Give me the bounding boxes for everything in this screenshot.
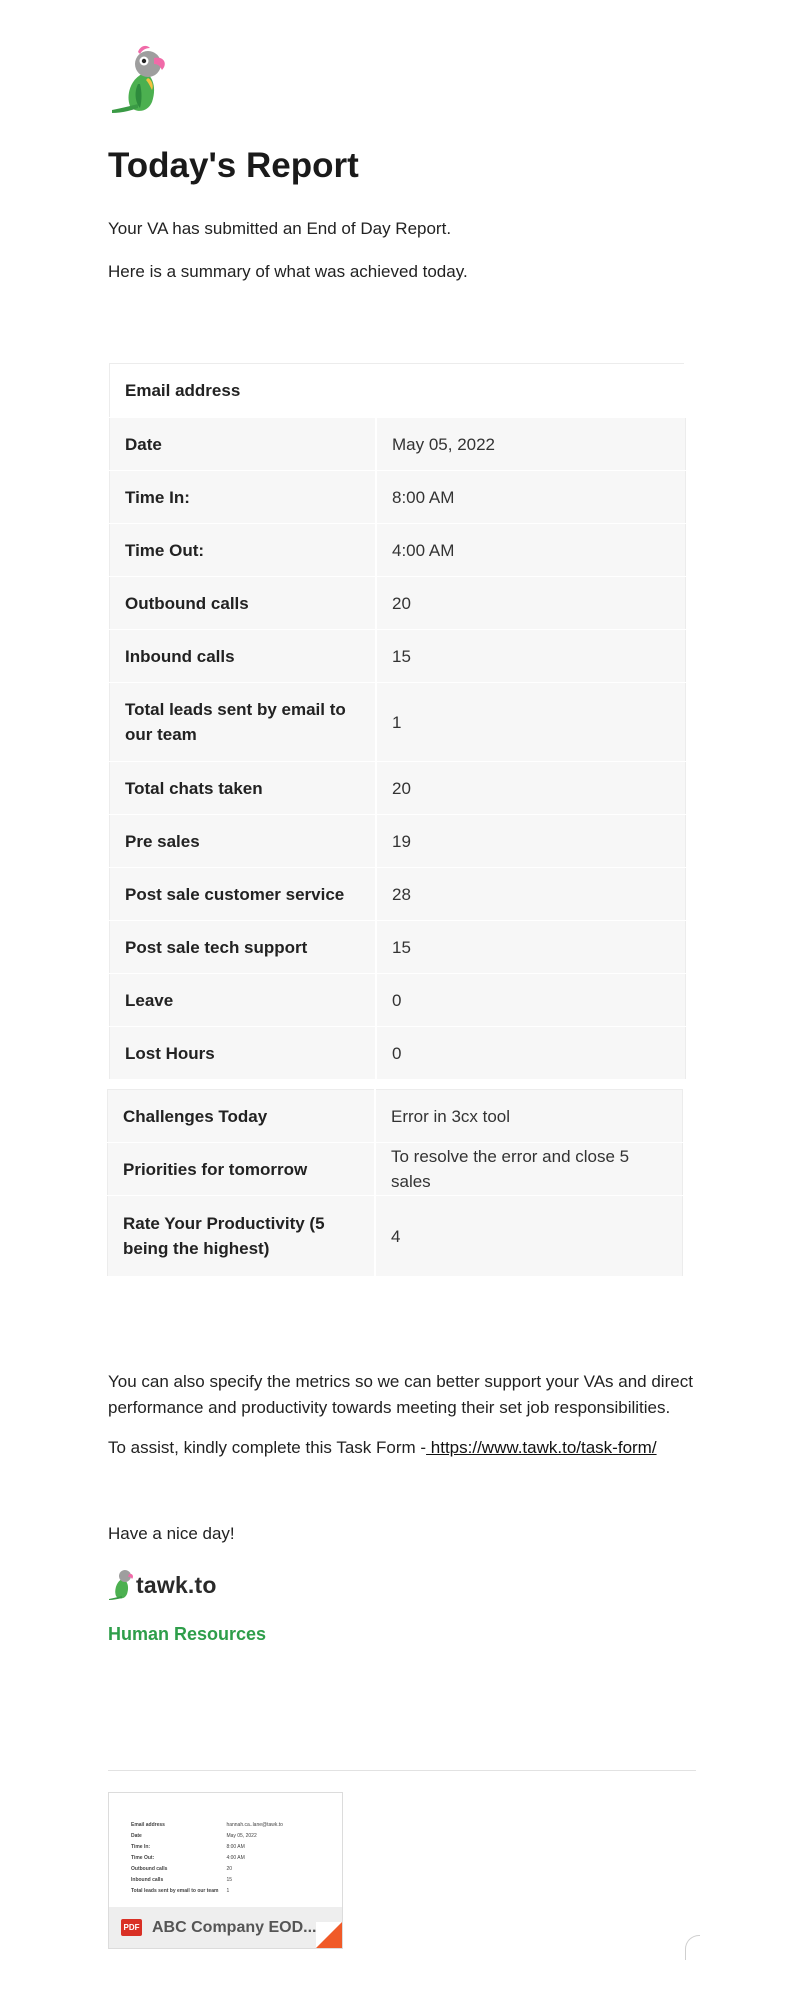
table-row [110, 762, 686, 815]
row-value: 0 [376, 974, 685, 1027]
divider [108, 1770, 696, 1771]
preview-table [127, 1819, 287, 1896]
page-fold-corner [316, 1922, 342, 1948]
table-row [108, 1143, 683, 1196]
row-value: 20 [226, 1865, 232, 1872]
row-label: Post sale tech support [110, 921, 377, 974]
row-value: 15 [226, 1876, 232, 1883]
row-value: May 05, 2022 [226, 1832, 257, 1839]
row-value: To resolve the error and close 5 sales [375, 1143, 683, 1196]
row-label: Rate Your Productivity (5 being the highest) [108, 1196, 376, 1277]
report-table [109, 363, 686, 1080]
table-row [110, 683, 686, 762]
attachment-card[interactable] [108, 1792, 343, 1949]
row-label: Time In: [110, 471, 377, 524]
row-value: 1 [226, 1887, 230, 1894]
task-form-link[interactable]: https://www.tawk.to/task-form/ [426, 1438, 657, 1457]
table-row [110, 630, 686, 683]
table-row [110, 524, 686, 577]
row-value: 4:00 AM [376, 524, 685, 577]
pdf-icon: PDF [121, 1919, 142, 1936]
row-value: 19 [376, 815, 685, 868]
table-row [110, 815, 686, 868]
table-row [110, 1027, 686, 1080]
attachment-name: ABC Company EOD... [152, 1918, 317, 1936]
signature-team: Human Resources [108, 1624, 267, 1644]
row-value: 1 [376, 683, 685, 762]
table-row [110, 868, 686, 921]
table-row [110, 577, 686, 630]
task-form-text: To assist, kindly complete this Task Form - [108, 1438, 427, 1457]
row-label: Outbound calls [110, 577, 377, 630]
row-label: Pre sales [110, 815, 377, 868]
metrics-paragraph: You can also specify the metrics so we can better support your VAs and direct performance and productivity towards meeting their set job responsibilities. [108, 1372, 693, 1417]
corner-decoration [685, 1935, 700, 1960]
row-label: Total leads sent by email to our team [110, 683, 377, 762]
row-label: Outbound calls [131, 1865, 168, 1872]
row-label: Time Out: [131, 1854, 155, 1861]
row-value: 20 [376, 577, 685, 630]
table-row [127, 1852, 287, 1863]
row-value: 0 [376, 1027, 685, 1080]
attachment-footer [109, 1907, 342, 1948]
row-value: Error in 3cx tool [375, 1090, 683, 1143]
row-value: hannah.ca..lane@tawk.to [226, 1821, 283, 1828]
row-label: Time In: [131, 1843, 151, 1850]
table-row [108, 1090, 683, 1143]
table-row [108, 1196, 683, 1277]
row-label: Time Out: [110, 524, 377, 577]
email-address-label: Email address [110, 364, 686, 418]
row-value: May 05, 2022 [376, 418, 685, 471]
row-label: Lost Hours [110, 1027, 377, 1080]
table-row [110, 921, 686, 974]
table-row [127, 1874, 287, 1885]
row-label: Challenges Today [108, 1090, 376, 1143]
table-row [110, 471, 686, 524]
row-value: 4 [375, 1196, 683, 1277]
page-title: Today's Report [108, 146, 359, 185]
closing-text: Have a nice day! [108, 1524, 235, 1543]
table-row [110, 418, 686, 471]
tawk-bird-icon [108, 1569, 134, 1601]
table-row [127, 1863, 287, 1874]
row-value: 8:00 AM [376, 471, 685, 524]
row-label: Total leads sent by email to our team [131, 1887, 219, 1894]
row-label: Date [110, 418, 377, 471]
table-row [110, 974, 686, 1027]
table-row [127, 1830, 287, 1841]
challenges-table [107, 1089, 683, 1277]
row-label: Date [131, 1832, 142, 1839]
intro-text: Your VA has submitted an End of Day Report. [108, 219, 452, 238]
tawk-brand-logo [108, 1567, 217, 1603]
row-label: Leave [110, 974, 377, 1027]
intro-summary-text: Here is a summary of what was achieved today. [108, 262, 468, 281]
row-value: 15 [376, 921, 685, 974]
table-row [127, 1841, 287, 1852]
tawk-parrot-logo-icon [108, 44, 176, 116]
row-label: Email address [131, 1821, 165, 1828]
row-value: 8:00 AM [226, 1843, 245, 1850]
task-form-line [108, 1438, 657, 1458]
row-label: Post sale customer service [110, 868, 377, 921]
row-label: Priorities for tomorrow [108, 1143, 376, 1196]
row-value: 20 [376, 762, 685, 815]
table-row [127, 1885, 287, 1896]
row-label: Total chats taken [110, 762, 377, 815]
brand-name: tawk.to [136, 1571, 217, 1598]
attachment-preview [109, 1793, 342, 1907]
row-value: 28 [376, 868, 685, 921]
table-row [127, 1819, 287, 1830]
row-value: 15 [376, 630, 685, 683]
row-label: Inbound calls [131, 1876, 164, 1883]
table-row [110, 364, 686, 418]
row-value: 4:00 AM [226, 1854, 245, 1861]
row-label: Inbound calls [110, 630, 377, 683]
